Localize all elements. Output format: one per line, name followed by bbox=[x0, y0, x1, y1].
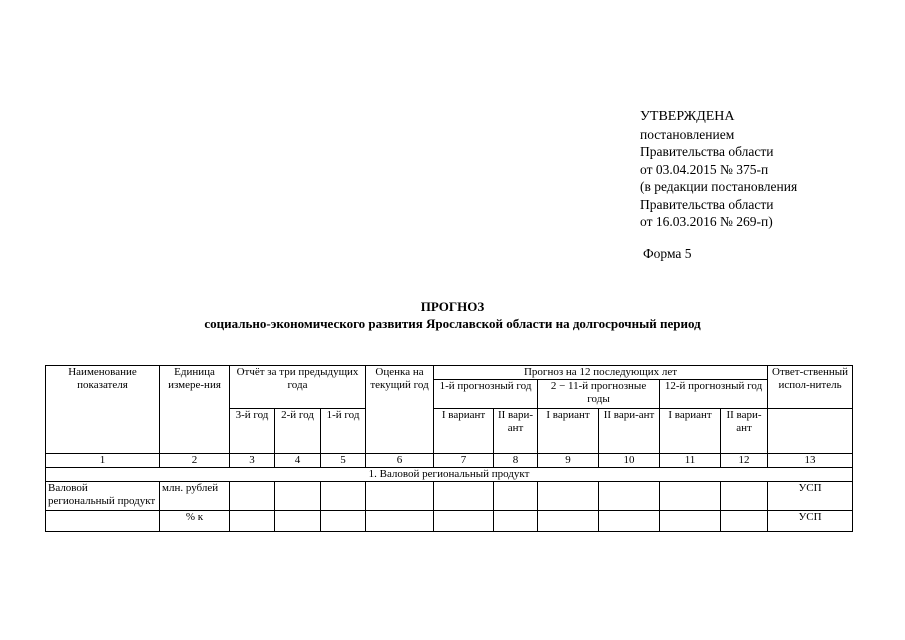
table-cell bbox=[538, 482, 599, 511]
column-number: 13 bbox=[768, 454, 853, 468]
column-number: 11 bbox=[660, 454, 721, 468]
table-cell bbox=[599, 482, 660, 511]
column-number: 6 bbox=[366, 454, 434, 468]
header-forecast-first-year: 1-й прогнозный год bbox=[434, 380, 538, 409]
column-number: 2 bbox=[160, 454, 230, 468]
header-report: Отчёт за три предыдущих года bbox=[230, 366, 366, 409]
table-cell bbox=[321, 511, 366, 532]
table-cell bbox=[494, 511, 538, 532]
approval-line-3: Правительства области bbox=[640, 144, 774, 159]
column-number: 8 bbox=[494, 454, 538, 468]
table-row bbox=[46, 511, 853, 532]
header-row-1 bbox=[46, 366, 853, 380]
header-estimate: Оценка на текущий год bbox=[366, 366, 434, 454]
table-cell bbox=[660, 511, 721, 532]
column-number: 3 bbox=[230, 454, 275, 468]
row-responsible: УСП bbox=[768, 482, 853, 511]
header-last-variant-2: II вари-ант bbox=[721, 409, 768, 454]
header-year-2: 2-й год bbox=[275, 409, 321, 454]
table-cell bbox=[599, 511, 660, 532]
approval-line-4: от 03.04.2015 № 375-п bbox=[640, 161, 769, 177]
header-forecast-year-12: 12-й прогнозный год bbox=[660, 380, 768, 409]
table-cell bbox=[321, 482, 366, 511]
table-cell bbox=[275, 482, 321, 511]
header-last-variant-1: I вариант bbox=[660, 409, 721, 454]
column-number: 10 bbox=[599, 454, 660, 468]
header-year-3: 3-й год bbox=[230, 409, 275, 454]
table-cell bbox=[434, 482, 494, 511]
row-unit: % к bbox=[160, 511, 230, 532]
header-first-variant-2: II вари-ант bbox=[494, 409, 538, 454]
header-unit: Единица измере-ния bbox=[160, 366, 230, 454]
header-year-1: 1-й год bbox=[321, 409, 366, 454]
table-cell bbox=[230, 482, 275, 511]
row-name: Валовой региональный продукт bbox=[46, 482, 160, 511]
table-row bbox=[46, 482, 853, 511]
forecast-table bbox=[45, 365, 853, 532]
table-cell bbox=[721, 482, 768, 511]
header-forecast-years-2-11: 2 − 11-й прогнозные годы bbox=[538, 380, 660, 409]
table-cell bbox=[366, 511, 434, 532]
row-responsible: УСП bbox=[768, 511, 853, 532]
header-first-variant-1: I вариант bbox=[434, 409, 494, 454]
header-mid-variant-1: I вариант bbox=[538, 409, 599, 454]
table-cell bbox=[538, 511, 599, 532]
approval-block bbox=[640, 108, 797, 231]
table-cell bbox=[721, 511, 768, 532]
row-unit: млн. рублей bbox=[160, 482, 230, 511]
table-cell bbox=[230, 511, 275, 532]
header-mid-variant-2: II вари-ант bbox=[599, 409, 660, 454]
column-number-row bbox=[46, 454, 853, 468]
table-cell bbox=[366, 482, 434, 511]
approval-line-5: (в редакции постановления bbox=[640, 179, 798, 194]
table-cell bbox=[434, 511, 494, 532]
header-responsible: Ответ-ственный испол-нитель bbox=[768, 366, 853, 409]
section-row bbox=[46, 468, 853, 482]
header-name: Наименование показателя bbox=[46, 366, 160, 454]
form-label: Форма 5 bbox=[643, 246, 692, 261]
approval-line-7: от 16.03.2016 № 269-п) bbox=[640, 214, 773, 229]
column-number: 12 bbox=[721, 454, 768, 468]
header-responsible-blank bbox=[768, 409, 853, 454]
approval-line-1: УТВЕРЖДЕНА bbox=[640, 109, 735, 124]
approval-line-6: Правительства области bbox=[640, 196, 774, 212]
column-number: 9 bbox=[538, 454, 599, 468]
table-cell bbox=[275, 511, 321, 532]
approval-line-2: постановлением bbox=[640, 126, 735, 142]
section-title: 1. Валовой региональный продукт bbox=[46, 468, 853, 482]
table-cell bbox=[494, 482, 538, 511]
column-number: 7 bbox=[434, 454, 494, 468]
header-forecast: Прогноз на 12 последующих лет bbox=[434, 366, 768, 380]
table-cell bbox=[660, 482, 721, 511]
document-title: ПРОГНОЗ bbox=[420, 299, 485, 314]
document-subtitle: социально-экономического развития Ярославской области на долгосрочный период bbox=[204, 316, 701, 331]
column-number: 1 bbox=[46, 454, 160, 468]
column-number: 5 bbox=[321, 454, 366, 468]
column-number: 4 bbox=[275, 454, 321, 468]
row-name bbox=[46, 511, 160, 532]
